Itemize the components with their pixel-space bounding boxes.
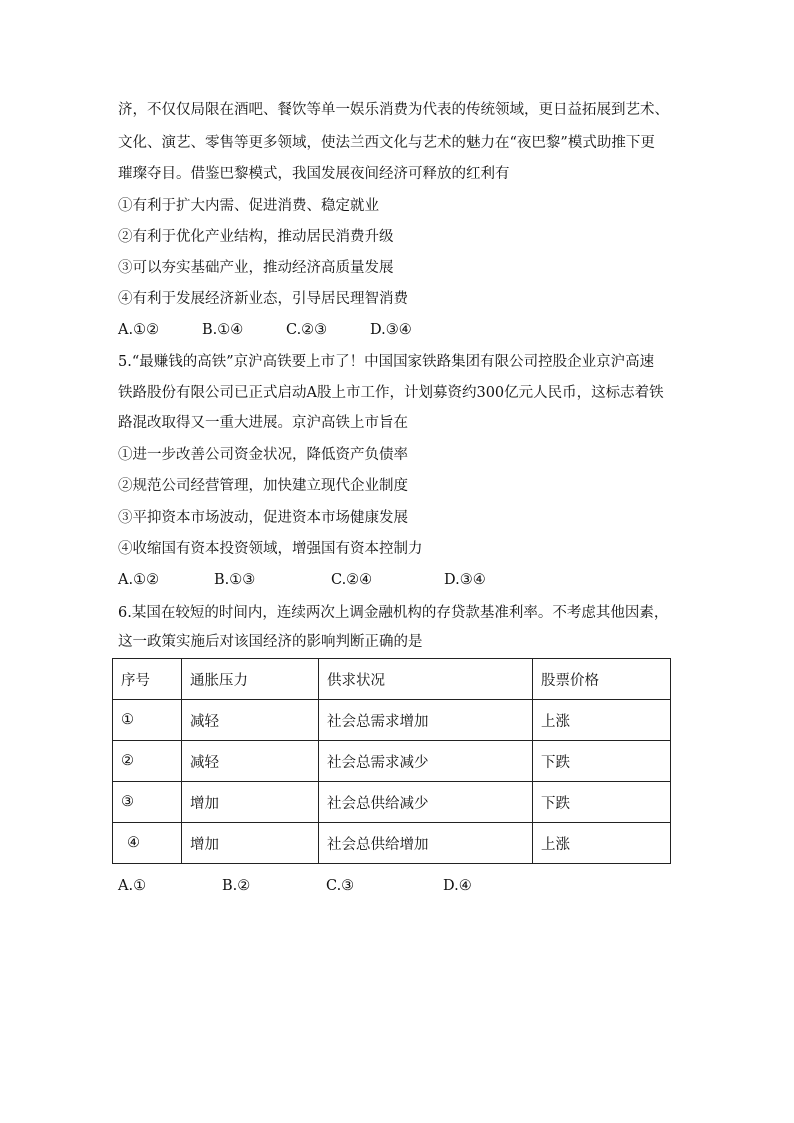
q6-options	[118, 876, 518, 896]
q4-option-d[interactable]: D.③④	[370, 322, 412, 338]
q6-option-c[interactable]: C.③	[326, 878, 355, 894]
q5-item-2: ②规范公司经营管理，加快建立现代企业制度	[118, 478, 408, 494]
q5-option-b[interactable]: B.①③	[214, 572, 256, 588]
q4-option-c[interactable]: C.②③	[286, 322, 328, 338]
table-cell: 下跌	[533, 741, 671, 782]
table-row	[113, 700, 671, 741]
q5-item-1: ①进一步改善公司资金状况，降低资产负债率	[118, 447, 408, 463]
table-header-cell: 序号	[113, 659, 182, 700]
table-row	[113, 823, 671, 864]
q5-stem-line-2: 铁路股份有限公司已正式启动A股上市工作，计划募资约300亿元人民币，这标志着铁	[118, 385, 664, 401]
q4-item-2: ②有利于优化产业结构，推动居民消费升级	[118, 229, 394, 245]
table-header-row	[113, 659, 671, 700]
table-cell: 减轻	[182, 741, 319, 782]
table-row	[113, 782, 671, 823]
table-cell: ④	[113, 823, 182, 864]
q6-stem-line-1: 6.某国在较短的时间内，连续两次上调金融机构的存贷款基准利率。不考虑其他因素，	[118, 605, 669, 621]
table-cell: 增加	[182, 782, 319, 823]
table-cell: 上涨	[533, 823, 671, 864]
q6-table	[112, 658, 671, 864]
q6-stem-line-2: 这一政策实施后对该国经济的影响判断正确的是	[118, 634, 423, 650]
q5-item-3: ③平抑资本市场波动，促进资本市场健康发展	[118, 510, 408, 526]
table-row	[113, 741, 671, 782]
table-cell: ③	[113, 782, 182, 823]
table-cell: 社会总供给增加	[319, 823, 533, 864]
q4-stem-line-1: 济，不仅仅局限在酒吧、餐饮等单一娱乐消费为代表的传统领域，更日益拓展到艺术、	[118, 102, 669, 118]
q4-stem-line-2: 文化、演艺、零售等更多领域，使法兰西文化与艺术的魅力在“夜巴黎”模式助推下更	[118, 135, 655, 151]
table-cell: 社会总需求增加	[319, 700, 533, 741]
q4-item-4: ④有利于发展经济新业态，引导居民理智消费	[118, 291, 408, 307]
q4-option-a[interactable]: A.①②	[118, 322, 160, 338]
q5-options	[118, 570, 538, 590]
table-cell: 社会总需求减少	[319, 741, 533, 782]
q5-option-a[interactable]: A.①②	[118, 572, 160, 588]
q5-stem-line-3: 路混改取得又一重大进展。京沪高铁上市旨在	[118, 415, 408, 431]
table-cell: ①	[113, 700, 182, 741]
q5-item-4: ④收缩国有资本投资领域，增强国有资本控制力	[118, 541, 423, 557]
table-header-cell: 通胀压力	[182, 659, 319, 700]
q4-item-3: ③可以夯实基础产业，推动经济高质量发展	[118, 260, 394, 276]
q6-option-d[interactable]: D.④	[443, 878, 472, 894]
table-cell: ②	[113, 741, 182, 782]
q5-option-c[interactable]: C.②④	[331, 572, 373, 588]
table-header-cell: 供求状况	[319, 659, 533, 700]
table-cell: 社会总供给减少	[319, 782, 533, 823]
table-cell: 上涨	[533, 700, 671, 741]
q6-option-a[interactable]: A.①	[118, 878, 147, 894]
table-cell: 下跌	[533, 782, 671, 823]
q5-option-d[interactable]: D.③④	[444, 572, 486, 588]
table-cell: 增加	[182, 823, 319, 864]
table-header-cell: 股票价格	[533, 659, 671, 700]
table-cell: 减轻	[182, 700, 319, 741]
q6-option-b[interactable]: B.②	[222, 878, 251, 894]
q4-option-b[interactable]: B.①④	[202, 322, 244, 338]
q5-stem-line-1: 5.“最赚钱的高铁”京沪高铁要上市了！中国国家铁路集团有限公司控股企业京沪高速	[118, 354, 655, 370]
q4-item-1: ①有利于扩大内需、促进消费、稳定就业	[118, 198, 379, 214]
q4-stem-line-3: 璀璨夺目。借鉴巴黎模式，我国发展夜间经济可释放的红利有	[118, 166, 510, 182]
q4-options	[118, 320, 518, 340]
